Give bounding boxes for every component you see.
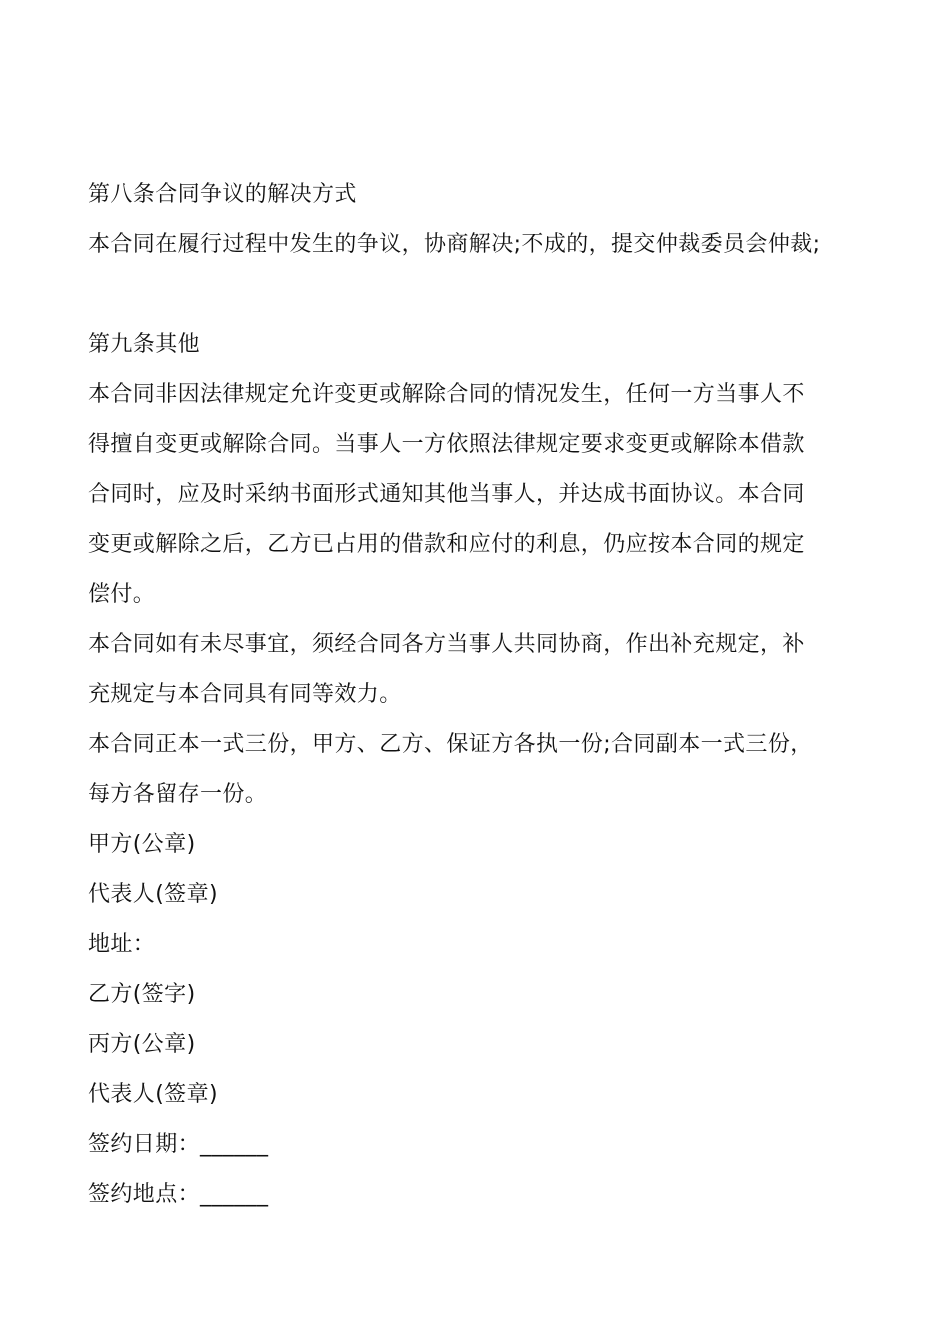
article9-p1-line-2: 得擅自变更或解除合同。当事人一方依照法律规定要求变更或解除本借款 [88,432,805,457]
article9-p3-line-1: 本合同正本一式三份，甲方、乙方、保证方各执一份;合同副本一式三份， [88,732,813,757]
party-b-signature: 乙方(签字) [88,982,196,1007]
article9-p1-line-4: 变更或解除之后，乙方已占用的借款和应付的利息，仍应按本合同的规定 [88,532,805,557]
sign-place-field: 签约地点：______ [88,1182,269,1207]
article9-paragraph-3 [88,720,873,820]
address-label: 地址： [88,932,156,957]
article9-p3-line-2: 每方各留存一份。 [88,782,268,807]
party-c-seal: 丙方(公章) [88,1032,196,1057]
article9-title: 第九条其他 [88,332,201,357]
article8-line-1: 本合同在履行过程中发生的争议，协商解决;不成的，提交仲裁委员会仲裁; [88,232,821,257]
article9-p2-line-1: 本合同如有未尽事宜，须经合同各方当事人共同协商，作出补充规定，补 [88,632,805,657]
article9-p1-line-5: 偿付。 [88,582,156,607]
article8-title: 第八条合同争议的解决方式 [88,182,357,207]
representative-c-signature: 代表人(签章) [88,1082,218,1107]
article9-p2-line-2: 充规定与本合同具有同等效力。 [88,682,402,707]
party-a-seal: 甲方(公章) [88,832,196,857]
signature-block [88,820,873,1220]
article9-paragraph-2 [88,620,873,720]
article9-paragraph-1 [88,370,873,620]
sign-date-field: 签约日期：______ [88,1132,269,1157]
article9-p1-line-1: 本合同非因法律规定允许变更或解除合同的情况发生，任何一方当事人不 [88,382,805,407]
spacer [88,270,873,320]
contract-page [88,170,873,1220]
article9-p1-line-3: 合同时，应及时采纳书面形式通知其他当事人，并达成书面协议。本合同 [88,482,805,507]
representative-a-signature: 代表人(签章) [88,882,218,907]
